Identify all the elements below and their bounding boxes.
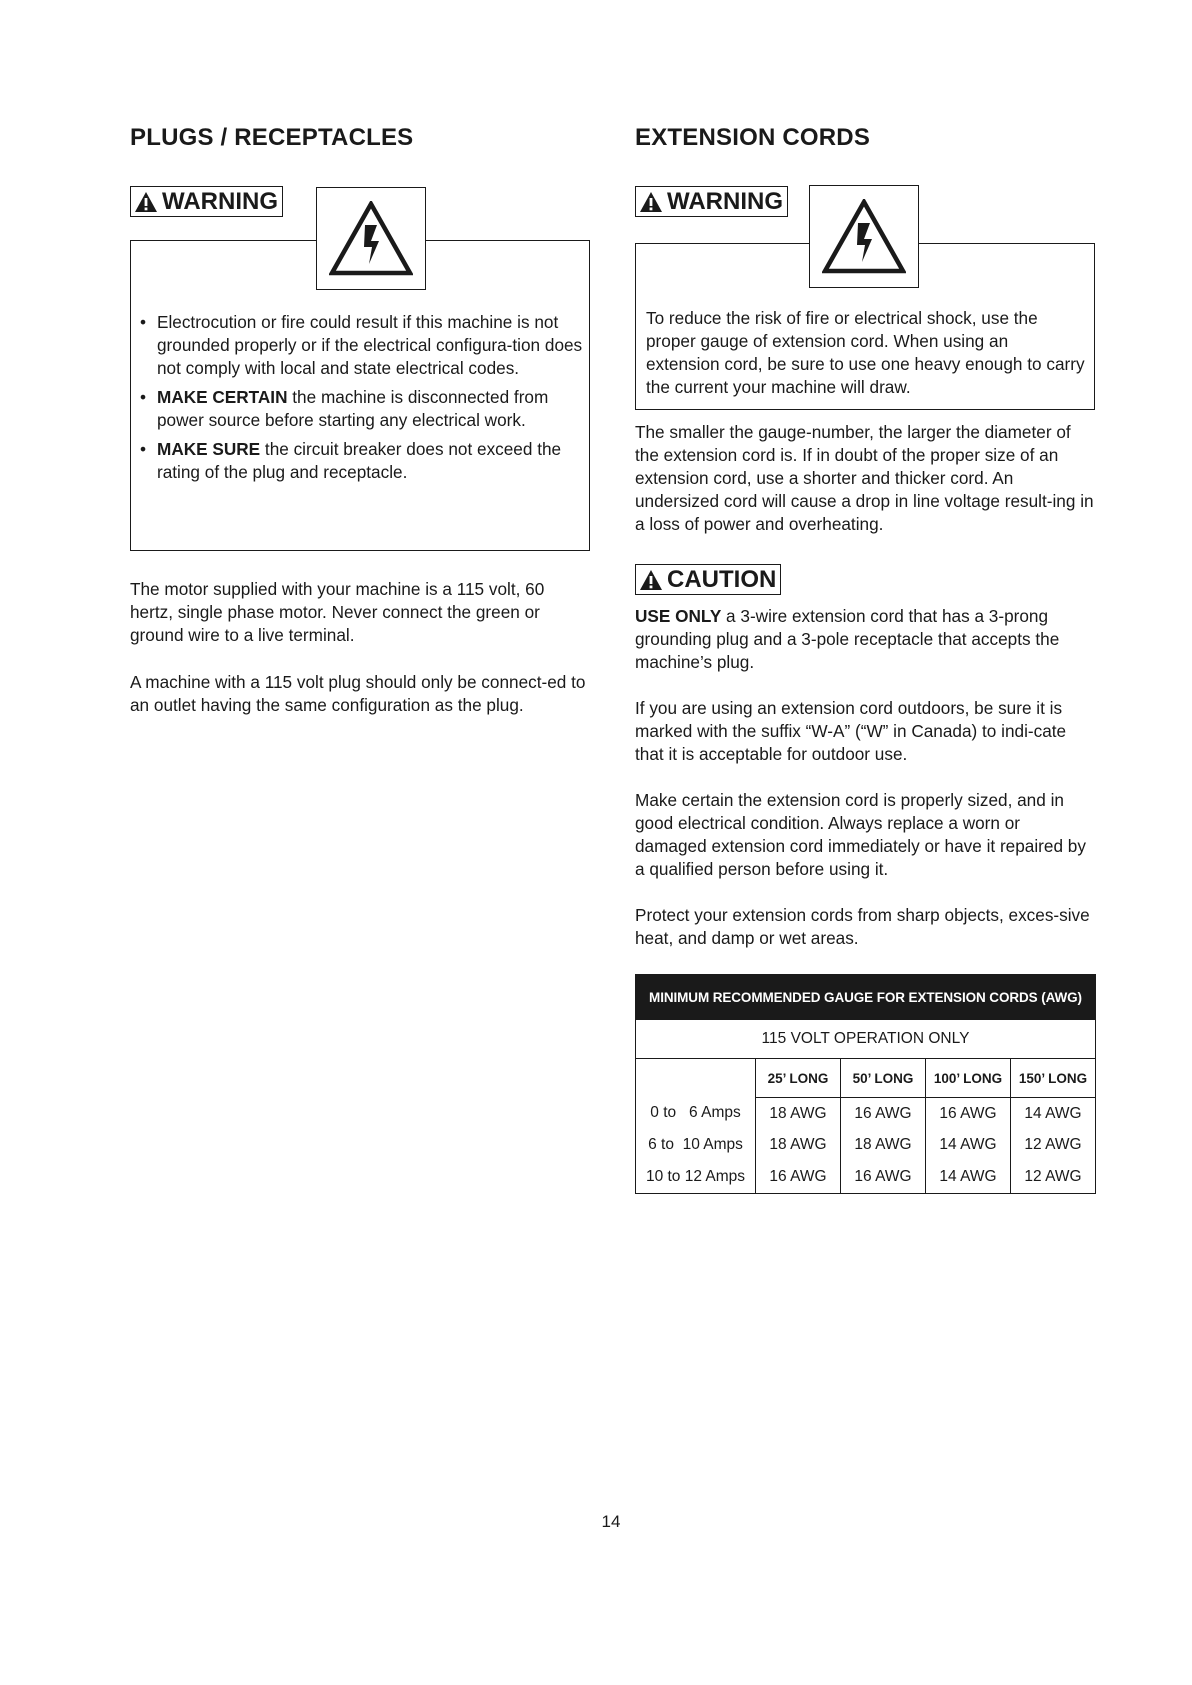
warning-triangle-icon [134,191,158,213]
table-row [636,1160,1096,1194]
warning-bullet: • MAKE CERTAIN the machine is disconnected from power source before starting any electrical work. [130,386,590,432]
table-title: MINIMUM RECOMMENDED GAUGE FOR EXTENSION CORDS (AWG) [636,975,1096,1020]
caution-triangle-icon [639,569,663,591]
gauge-cell: 16 AWG [926,1098,1011,1130]
extension-warning-text: WARNING [667,187,783,215]
amps-cell: 6 to 10 Amps [636,1129,756,1160]
gauge-cell: 14 AWG [926,1160,1011,1194]
motor-paragraph: The motor supplied with your machine is a 115 volt, 60 hertz, single phase motor. Never connect the green or ground wire to a live terminal. [130,579,545,645]
table-subtitle: 115 VOLT OPERATION ONLY [636,1020,1096,1059]
plugs-warning-list [130,311,590,484]
gauge-cell: 18 AWG [756,1129,841,1160]
gauge-cell: 14 AWG [1011,1098,1096,1130]
condition-paragraph: Make certain the extension cord is properly sized, and in good electrical condition. Always replace a worn or damaged extension cord immediately or have it repaired by a qualified person before using it. [635,790,1086,879]
column-header: 150’ LONG [1011,1059,1096,1098]
page-number: 14 [601,1512,621,1531]
warning-bullet: • MAKE SURE the circuit breaker does not exceed the rating of the plug and receptacle. [130,438,590,484]
caution-label [635,564,781,595]
table-corner-cell [636,1059,756,1098]
plugs-warning-text: WARNING [162,187,278,215]
plugs-hazard-box [316,187,426,290]
protect-paragraph: Protect your extension cords from sharp objects, exces-sive heat, and damp or wet areas. [635,905,1090,948]
electrical-hazard-icon [329,201,413,277]
extension-warning-label [635,186,788,217]
table-row [636,1098,1096,1130]
gauge-cell: 12 AWG [1011,1129,1096,1160]
column-header: 100’ LONG [926,1059,1011,1098]
gauge-cell: 16 AWG [841,1160,926,1194]
caution-text: CAUTION [667,565,777,593]
plugs-warning-body [130,311,590,490]
gauge-cell: 16 AWG [756,1160,841,1194]
gauge-cell: 18 AWG [841,1129,926,1160]
table-header-row [636,1059,1096,1098]
gauge-cell: 16 AWG [841,1098,926,1130]
extension-warning-body: To reduce the risk of fire or electrical shock, use the proper gauge of extension cord. When using an extension cord, be sure to use one heavy enough to carry the current your machine will draw. [646,308,1085,397]
gauge-cell: 12 AWG [1011,1160,1096,1194]
plug-paragraph: A machine with a 115 volt plug should only be connect-ed to an outlet having the same configuration as the plug. [130,672,586,715]
plugs-warning-label [130,186,283,217]
warning-bullet: • Electrocution or fire could result if this machine is not grounded properly or if the electrical configura-tion does not comply with local and state electrical codes. [130,311,590,380]
outdoor-paragraph: If you are using an extension cord outdoors, be sure it is marked with the suffix “W-A” (“W” in Canada) to indi-cate that it is acceptable for outdoor use. [635,698,1067,764]
gauge-paragraph: The smaller the gauge-number, the larger the diameter of the extension cord is. If in doubt of the proper size of an extension cord, use a shorter and thicker cord. An undersized cord will cause a drop in line voltage result-ing in a loss of power and overheating. [635,422,1094,534]
column-header: 50’ LONG [841,1059,926,1098]
plugs-heading: PLUGS / RECEPTACLES [130,124,414,151]
amps-cell: 10 to 12 Amps [636,1160,756,1194]
amps-cell: 0 to 6 Amps [636,1098,756,1130]
extension-cords-heading: EXTENSION CORDS [635,124,871,151]
table-title-row [636,975,1096,1020]
table-row [636,1129,1096,1160]
extension-hazard-box [809,185,919,288]
gauge-table [635,974,1096,1194]
column-header: 25’ LONG [756,1059,841,1098]
gauge-cell: 14 AWG [926,1129,1011,1160]
caution-paragraph: USE ONLY a 3-wire extension cord that has a 3-prong grounding plug and a 3-pole receptacle that accepts the machine’s plug. [635,606,1060,672]
table-subtitle-row [636,1020,1096,1059]
warning-triangle-icon [639,191,663,213]
gauge-cell: 18 AWG [756,1098,841,1130]
electrical-hazard-icon [822,199,906,275]
